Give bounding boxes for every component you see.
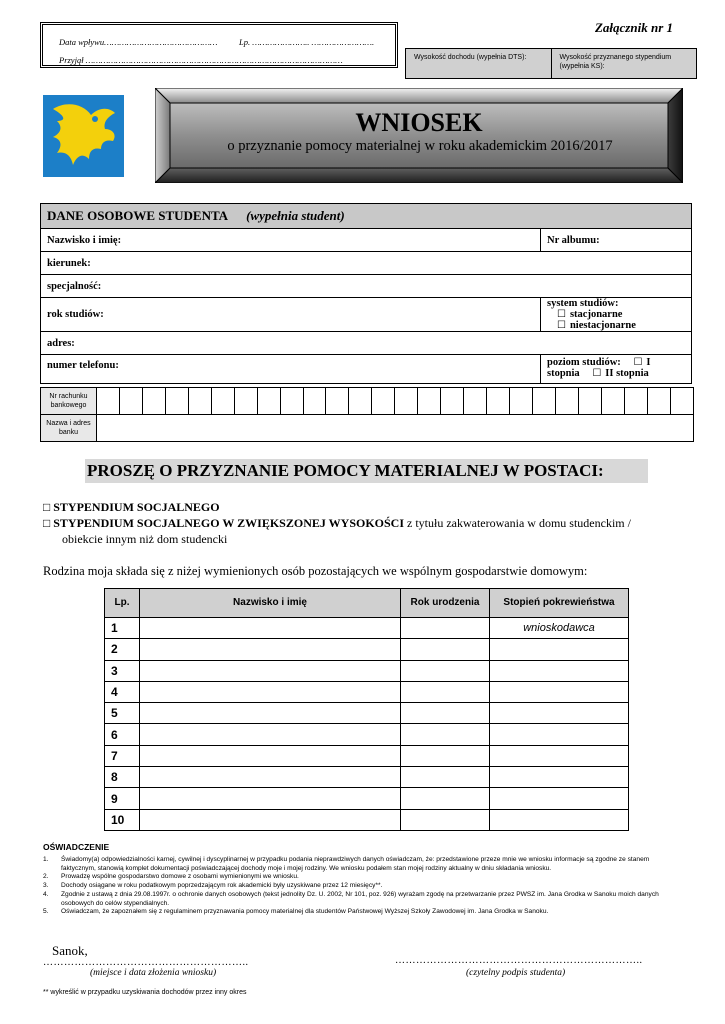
lp-cell: 2	[105, 639, 140, 660]
account-digit-cell[interactable]	[670, 388, 693, 415]
birth-year-cell[interactable]	[401, 703, 490, 724]
declaration-text: Oświadczam, że zapoznałem się z regulaminem przyznawania pomocy materialnej dla studentów Państwowej Wyższej Szkoły Zawodowej im. Jana Grodka w Sanoku.	[61, 908, 549, 916]
relation-cell[interactable]: wnioskodawca	[490, 618, 629, 639]
income-amount-cell[interactable]: Wysokość dochodu (wypełnia DTS):	[414, 54, 527, 61]
place-date-line[interactable]: …………………………………………………..	[43, 957, 249, 968]
name-cell[interactable]	[140, 767, 401, 788]
account-digit-cell[interactable]	[303, 388, 326, 415]
account-digit-cell[interactable]	[211, 388, 234, 415]
account-digit-cell[interactable]	[624, 388, 647, 415]
birth-year-cell[interactable]	[401, 767, 490, 788]
declaration-text: Prowadzę wspólne gospodarstwo domowe z osobami wymienionymi we wniosku.	[61, 873, 299, 881]
table-row	[105, 745, 629, 766]
accepted-by-line[interactable]: Przyjął …………………………………………………………………………………………	[59, 55, 343, 65]
account-digit-cell[interactable]	[556, 388, 579, 415]
level2-label: II stopnia	[605, 368, 649, 379]
col-relation: Stopień pokrewieństwa	[490, 589, 629, 618]
name-cell[interactable]	[140, 809, 401, 830]
annex-label: Załącznik nr 1	[594, 20, 673, 35]
full-time-checkbox[interactable]: ☐	[557, 309, 566, 320]
place-label: Sanok,	[52, 943, 88, 958]
family-table	[104, 588, 629, 831]
lp-cell: 1	[105, 618, 140, 639]
account-digit-cell[interactable]	[487, 388, 510, 415]
account-digit-cell[interactable]	[119, 388, 142, 415]
table-row	[105, 703, 629, 724]
account-digit-cell[interactable]	[533, 388, 556, 415]
account-digit-cell[interactable]	[96, 388, 119, 415]
lp-cell: 5	[105, 703, 140, 724]
declaration-item	[43, 908, 683, 917]
document-title: WNIOSEK	[355, 108, 483, 137]
income-box	[405, 48, 697, 79]
signature-caption: (czytelny podpis studenta)	[466, 968, 566, 978]
declaration-number: 2.	[43, 873, 49, 881]
request-title: PROSZĘ O PRZYZNANIE POMOCY MATERIALNEJ W POSTACI:	[87, 461, 604, 480]
name-cell[interactable]	[140, 724, 401, 745]
declaration-number: 5.	[43, 908, 49, 916]
declaration-number: 1.	[43, 856, 49, 863]
relation-cell[interactable]	[490, 639, 629, 660]
personal-data-note: (wypełnia student)	[246, 208, 345, 223]
name-cell[interactable]	[140, 681, 401, 702]
table-row	[105, 788, 629, 809]
level1-label: I stopnia	[547, 357, 651, 379]
account-number-label: Nr rachunku bankowego	[41, 388, 97, 415]
field-of-study-field[interactable]: kierunek:	[41, 252, 692, 275]
declaration-item	[43, 873, 683, 882]
relation-cell[interactable]	[490, 703, 629, 724]
lp-cell: 8	[105, 767, 140, 788]
birth-year-cell[interactable]	[401, 639, 490, 660]
account-digit-cell[interactable]	[418, 388, 441, 415]
col-birth-year: Rok urodzenia	[401, 589, 490, 618]
address-field[interactable]: adres:	[41, 332, 692, 355]
eagle-logo-icon	[43, 95, 124, 177]
name-cell[interactable]	[140, 745, 401, 766]
declaration-text: Dochody osiągane w roku podatkowym poprzedzającym rok akademicki były uzyskiwane przez 12 miesięcy**.	[61, 882, 383, 890]
declaration-text: Zgodnie z ustawą z dnia 29.08.1997r. o ochronie danych osobowych (tekst jednolity Dz. U. 2002, Nr 101, poz. 926) wyrażam zgodę na przetwarzanie przez PWSZ im. Jana Grodka w Sanoku moich danych osobowych do celów stypendialnych.	[61, 890, 659, 907]
table-row	[105, 660, 629, 681]
place-date-caption: (miejsce i data złożenia wniosku)	[90, 968, 217, 978]
birth-year-cell[interactable]	[401, 660, 490, 681]
relation-cell[interactable]	[490, 745, 629, 766]
bank-table	[40, 387, 694, 442]
relation-cell[interactable]	[490, 809, 629, 830]
personal-data-table	[40, 203, 692, 384]
name-cell[interactable]	[140, 639, 401, 660]
account-digit-cell[interactable]	[326, 388, 349, 415]
account-digit-cell[interactable]	[395, 388, 418, 415]
table-row	[105, 767, 629, 788]
footnote: ** wykreślić w przypadku uzyskiwania dochodów przez inny okres	[43, 989, 247, 996]
col-lp: Lp.	[105, 589, 140, 618]
phone-field[interactable]: numer telefonu:	[41, 355, 541, 384]
part-time-checkbox[interactable]: ☐	[557, 320, 566, 331]
account-digit-cell[interactable]	[441, 388, 464, 415]
option-increased-scholarship-cont: obiekcie innym niż dom studencki	[62, 532, 228, 546]
full-time-label: stacjonarne	[569, 309, 623, 320]
personal-data-header	[41, 204, 692, 229]
lp-line[interactable]: Lp. ………………….. …………………….	[239, 37, 375, 47]
personal-data-title: DANE OSOBOWE STUDENTA	[47, 208, 229, 223]
account-digit-cell[interactable]	[464, 388, 487, 415]
account-digit-cell[interactable]	[510, 388, 533, 415]
declaration-item	[43, 856, 683, 873]
birth-year-cell[interactable]	[401, 809, 490, 830]
account-digit-cell[interactable]	[234, 388, 257, 415]
lp-cell: 3	[105, 660, 140, 681]
lp-cell: 6	[105, 724, 140, 745]
lp-cell: 9	[105, 788, 140, 809]
name-cell[interactable]	[140, 618, 401, 639]
name-cell[interactable]	[140, 788, 401, 809]
account-digit-cell[interactable]	[601, 388, 624, 415]
table-row	[105, 724, 629, 745]
name-cell[interactable]	[140, 703, 401, 724]
option-increased-scholarship[interactable]: □ STYPENDIUM SOCJALNEGO W ZWIĘKSZONEJ WYSOKOŚCI z tytułu zakwaterowania w domu studenckim /	[43, 516, 631, 530]
name-field[interactable]: Nazwisko i imię:	[41, 229, 541, 252]
part-time-label: niestacjonarne	[569, 320, 636, 331]
relation-cell[interactable]	[490, 767, 629, 788]
birth-year-cell[interactable]	[401, 724, 490, 745]
relation-cell[interactable]	[490, 660, 629, 681]
birth-year-cell[interactable]	[401, 788, 490, 809]
account-digit-cell[interactable]	[280, 388, 303, 415]
account-digit-cell[interactable]	[372, 388, 395, 415]
declaration-text: Świadomy(a) odpowiedzialności karnej, cywilnej i dyscyplinarnej w przypadku podania nieprawdziwych danych oświadczam, że: przedstawione przeze mnie we wniosku informacje są zgodne ze stanem faktycznym, stanowią komplet dokumentacji poświadczającej dochody moje i mojej rodziny. We wniosku podałem stan mojej rodziny aktualny w dniu składania wniosku.	[61, 856, 650, 872]
account-digit-cell[interactable]	[142, 388, 165, 415]
bank-name-label: Nazwa i adres banku	[41, 415, 97, 442]
study-system-field: system studiów: ☐ stacjonarne ☐ niestacjonarne	[541, 298, 692, 332]
received-date-line[interactable]: Data wpływu………………………………………	[59, 37, 218, 47]
relation-cell[interactable]	[490, 788, 629, 809]
account-digit-cell[interactable]	[188, 388, 211, 415]
intake-box	[40, 22, 398, 68]
birth-year-cell[interactable]	[401, 618, 490, 639]
account-digit-cell[interactable]	[349, 388, 372, 415]
birth-year-cell[interactable]	[401, 681, 490, 702]
table-row	[105, 809, 629, 830]
table-row	[105, 681, 629, 702]
birth-year-cell[interactable]	[401, 745, 490, 766]
account-digit-cell[interactable]	[578, 388, 601, 415]
declaration-title: OŚWIADCZENIE	[43, 842, 110, 852]
lp-cell: 10	[105, 809, 140, 830]
declaration-item	[43, 882, 683, 891]
signature-line[interactable]: ……………………………………………………………..	[395, 955, 643, 966]
relation-cell[interactable]	[490, 724, 629, 745]
account-digit-cell[interactable]	[647, 388, 670, 415]
document-subtitle: o przyznanie pomocy materialnej w roku akademickim 2016/2017	[227, 138, 613, 154]
declaration-number: 4.	[43, 890, 49, 898]
specialty-field[interactable]: specjalność:	[41, 275, 692, 298]
option-social-scholarship[interactable]: □ STYPENDIUM SOCJALNEGO	[43, 500, 220, 514]
family-intro: Rodzina moja składa się z niżej wymienionych osób pozostających we wspólnym gospodarstwie domowym:	[43, 564, 588, 578]
col-name: Nazwisko i imię	[140, 589, 401, 618]
level2-checkbox[interactable]: ☐	[592, 368, 602, 379]
declaration-number: 3.	[43, 882, 49, 890]
table-row	[105, 618, 629, 639]
study-level-field: poziom studiów: ☐ I stopnia ☐ II stopnia	[541, 355, 692, 384]
bank-name-field[interactable]	[96, 415, 693, 442]
account-digit-cell[interactable]	[257, 388, 280, 415]
table-row	[105, 639, 629, 660]
lp-cell: 4	[105, 681, 140, 702]
name-cell[interactable]	[140, 660, 401, 681]
account-digit-cell[interactable]	[165, 388, 188, 415]
year-of-study-field[interactable]: rok studiów:	[41, 298, 541, 332]
level1-checkbox[interactable]: ☐	[633, 357, 643, 368]
album-number-field[interactable]: Nr albumu:	[541, 229, 692, 252]
declaration-item	[43, 891, 683, 908]
university-logo	[43, 95, 124, 177]
declaration-list	[43, 856, 683, 917]
scholarship-amount-cell[interactable]: Wysokość przyznanego stypendium (wypełnia KS):	[551, 49, 697, 78]
relation-cell[interactable]	[490, 681, 629, 702]
lp-cell: 7	[105, 745, 140, 766]
